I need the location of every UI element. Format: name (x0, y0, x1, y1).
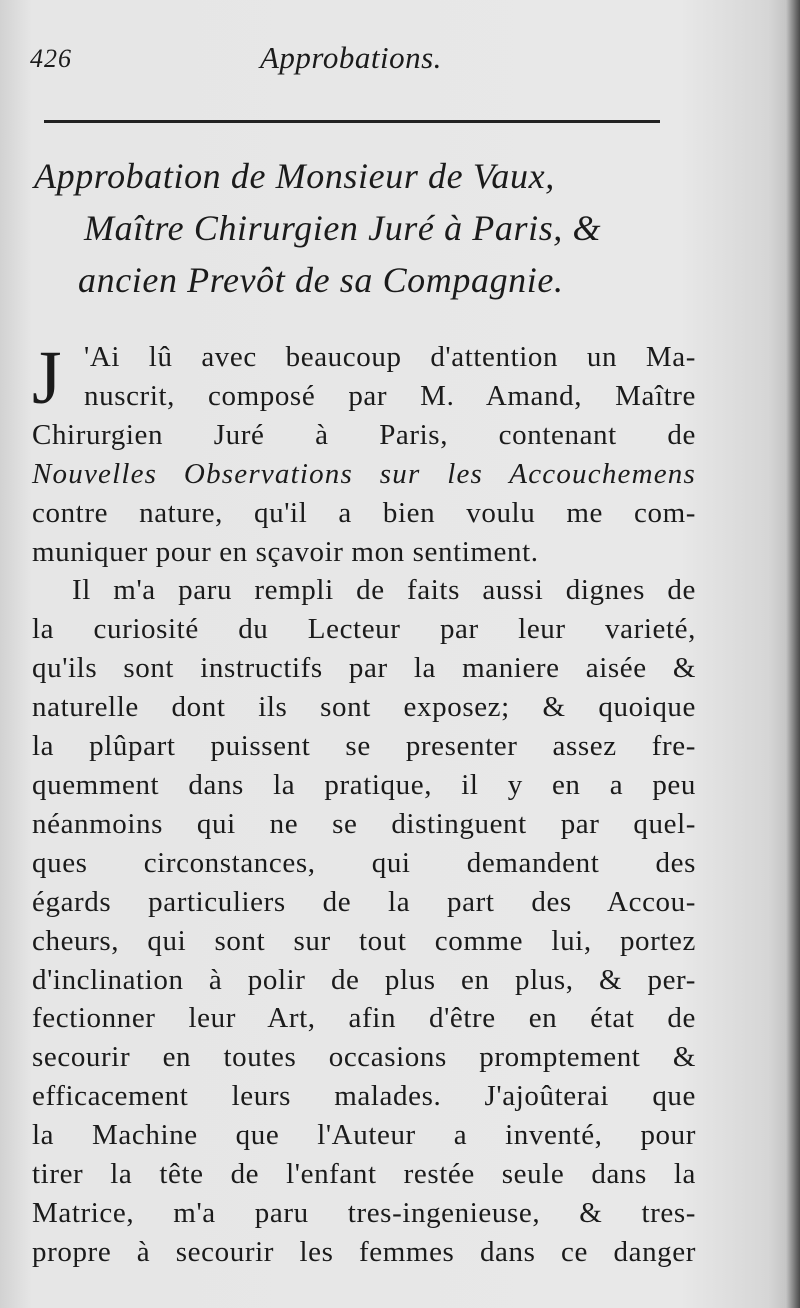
text-line: d'inclination à polir de plus en plus, & per- (32, 963, 696, 996)
text-line: muniquer pour en sçavoir mon sentiment. (32, 535, 539, 568)
body-text (32, 338, 696, 1272)
text-line: fectionner leur Art, afin d'être en état de (32, 1002, 696, 1035)
text-line: contre nature, qu'il a bien voulu me com- (32, 496, 696, 529)
text-line: égards particuliers de la part des Accou- (32, 885, 696, 918)
text-line: nuscrit, composé par M. Amand, Maître (84, 379, 696, 412)
drop-cap: J (32, 336, 62, 420)
text-line: 'Ai lû avec beaucoup d'attention un Ma- (84, 341, 696, 373)
running-head (0, 36, 800, 80)
header-rule (44, 120, 660, 123)
text-line: tirer la tête de l'enfant restée seule dans la (32, 1158, 696, 1191)
text-line: la Machine que l'Auteur a inventé, pour (32, 1119, 696, 1152)
text-line: Il m'a paru rempli de faits aussi dignes de (72, 574, 696, 607)
text-line: propre à secourir les femmes dans ce danger (32, 1235, 696, 1268)
text-line: quemment dans la pratique, il y en a peu (32, 768, 696, 801)
approval-title-line: Approbation de Monsieur de Vaux, (34, 156, 555, 196)
text-line: secourir en toutes occasions promptement & (32, 1041, 696, 1074)
approval-title-line: ancien Prevôt de sa Compagnie. (78, 260, 564, 300)
text-line: naturelle dont ils sont exposez; & quoique (32, 691, 696, 724)
text-line: Matrice, m'a paru tres-ingenieuse, & tres- (32, 1196, 696, 1229)
text-line: Nouvelles Observations sur les Accouchemens (32, 457, 696, 490)
text-line: la plûpart puissent se presenter assez fre- (32, 730, 696, 763)
text-line: efficacement leurs malades. J'ajoûterai que (32, 1080, 696, 1113)
text-line: néanmoins qui ne se distinguent par quel- (32, 807, 696, 840)
approval-title (34, 150, 694, 306)
running-title: Approbations. (260, 40, 442, 75)
text-line: la curiosité du Lecteur par leur varieté, (32, 613, 696, 646)
text-line: cheurs, qui sont sur tout comme lui, portez (32, 924, 696, 957)
page-edge-shadow (786, 0, 800, 1308)
approval-title-line: Maître Chirurgien Juré à Paris, & (84, 208, 602, 248)
text-line: qu'ils sont instructifs par la maniere aisée & (32, 652, 696, 685)
text-line: Chirurgien Juré à Paris, contenant de (32, 418, 696, 451)
text-line: ques circonstances, qui demandent des (32, 846, 696, 879)
page-number: 426 (30, 44, 72, 73)
